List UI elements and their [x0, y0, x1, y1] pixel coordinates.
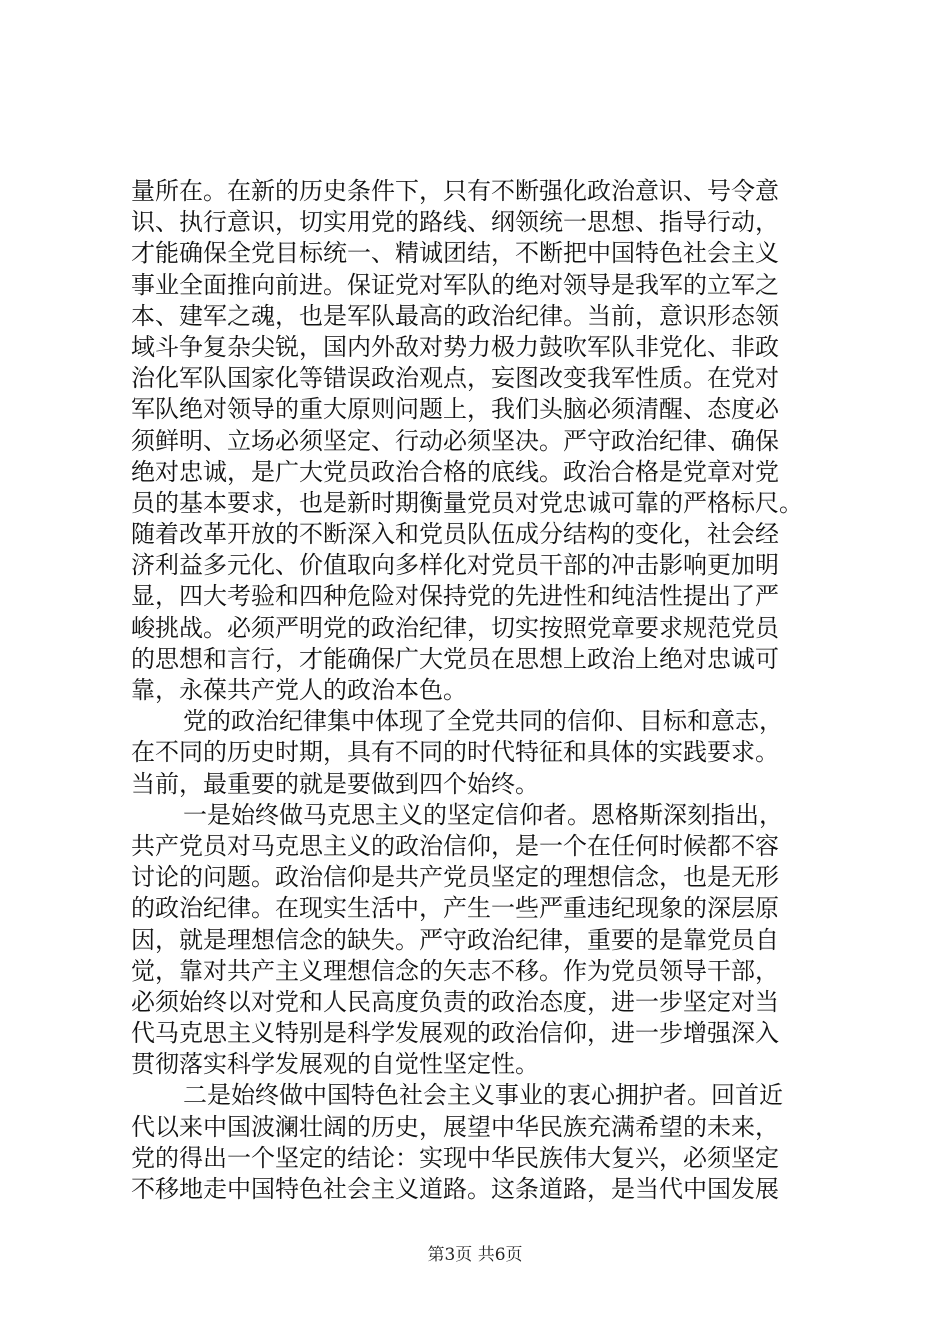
paragraph-start-line: 二是始终做中国特色社会主义事业的衷心拥护者。回首近 [183, 1081, 783, 1110]
text-line: 本、建军之魂，也是军队最高的政治纪律。当前，意识形态领 [131, 301, 779, 330]
paragraph-start-line: 党的政治纪律集中体现了全党共同的信仰、目标和意志， [183, 707, 783, 736]
text-line: 峻挑战。必须严明党的政治纪律，切实按照党章要求规范党员 [131, 613, 779, 642]
paragraph-start-line: 一是始终做马克思主义的坚定信仰者。恩格斯深刻指出， [183, 800, 783, 829]
text-line: 济利益多元化、价值取向多样化对党员干部的冲击影响更加明 [131, 551, 779, 580]
text-line: 代马克思主义特别是科学发展观的政治信仰，进一步增强深入 [131, 1019, 779, 1048]
text-line: 讨论的问题。政治信仰是共产党员坚定的理想信念，也是无形 [131, 863, 779, 892]
text-line: 共产党员对马克思主义的政治信仰，是一个在任何时候都不容 [131, 831, 779, 860]
text-line: 治化军队国家化等错误政治观点，妄图改变我军性质。在党对 [131, 364, 779, 393]
page-number-label: 第3页 共6页 [427, 1245, 523, 1265]
text-line: 军队绝对领导的重大原则问题上，我们头脑必须清醒、态度必 [131, 395, 779, 424]
text-line: 必须始终以对党和人民高度负责的政治态度，进一步坚定对当 [131, 987, 779, 1016]
body-text [131, 176, 831, 1205]
text-line: 事业全面推向前进。保证党对军队的绝对领导是我军的立军之 [131, 270, 779, 299]
text-line: 绝对忠诚，是广大党员政治合格的底线。政治合格是党章对党 [131, 457, 779, 486]
text-line: 须鲜明、立场必须坚定、行动必须坚决。严守政治纪律、确保 [131, 426, 779, 455]
text-line: 当前，最重要的就是要做到四个始终。 [131, 769, 539, 798]
text-line: 党的得出一个坚定的结论：实现中华民族伟大复兴，必须坚定 [131, 1143, 779, 1172]
text-line: 代以来中国波澜壮阔的历史，展望中华民族充满希望的未来， [131, 1112, 779, 1141]
text-line: 量所在。在新的历史条件下，只有不断强化政治意识、号令意 [131, 177, 779, 205]
text-line: 员的基本要求，也是新时期衡量党员对党忠诚可靠的严格标尺。 [131, 488, 803, 517]
text-line: 靠，永葆共产党人的政治本色。 [131, 676, 467, 704]
text-line: 觉，靠对共产主义理想信念的矢志不移。作为党员领导干部， [131, 956, 779, 985]
text-line: 在不同的历史时期，具有不同的时代特征和具体的实践要求。 [131, 738, 779, 767]
text-line: 的思想和言行，才能确保广大党员在思想上政治上绝对忠诚可 [131, 644, 779, 673]
text-line: 随着改革开放的不断深入和党员队伍成分结构的变化，社会经 [131, 520, 779, 549]
text-line: 贯彻落实科学发展观的自觉性坚定性。 [131, 1050, 539, 1079]
text-line: 因，就是理想信念的缺失。严守政治纪律，重要的是靠党员自 [131, 925, 779, 954]
text-line: 识、执行意识，切实用党的路线、纲领统一思想、指导行动， [131, 208, 779, 237]
text-line: 不移地走中国特色社会主义道路。这条道路，是当代中国发展 [131, 1175, 779, 1203]
text-line: 的政治纪律。在现实生活中，产生一些严重违纪现象的深层原 [131, 894, 779, 923]
page-footer [0, 1244, 950, 1266]
text-line: 显，四大考验和四种危险对保持党的先进性和纯洁性提出了严 [131, 582, 779, 611]
text-line: 才能确保全党目标统一、精诚团结，不断把中国特色社会主义 [131, 239, 779, 268]
text-line: 域斗争复杂尖锐，国内外敌对势力极力鼓吹军队非党化、非政 [131, 332, 779, 361]
